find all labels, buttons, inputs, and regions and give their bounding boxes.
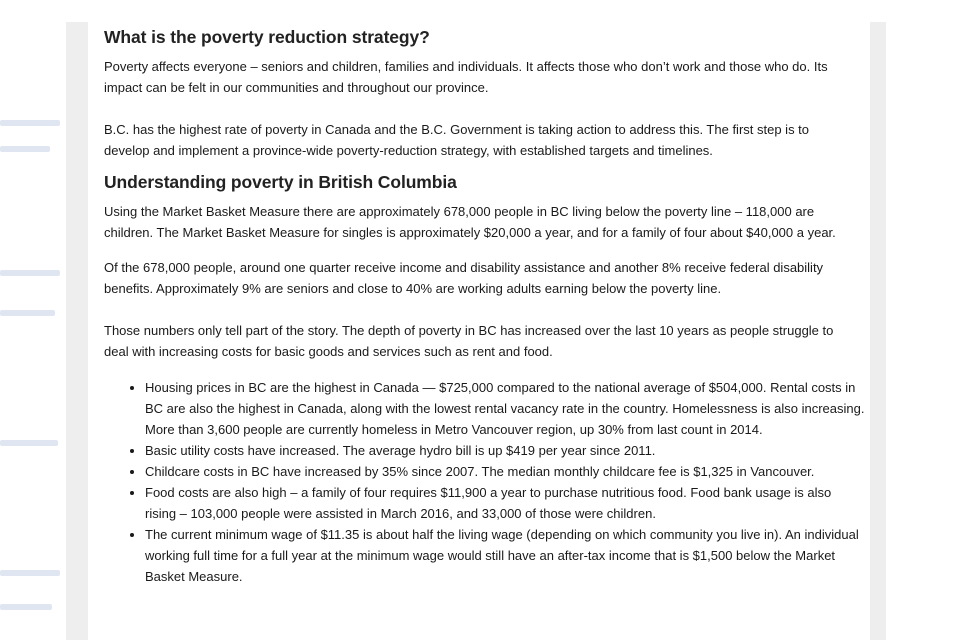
background-ghost-line xyxy=(0,270,60,276)
background-ghost-line xyxy=(0,604,52,610)
bullet-utilities: • Basic utility costs have increased. The average hydro bill is up $419 per year since 2011. xyxy=(145,440,865,461)
article-content xyxy=(88,22,870,640)
section-heading-understanding: Understanding poverty in British Columbia xyxy=(104,172,457,192)
paragraph-assistance: Of the 678,000 people, around one quarter receive income and disability assistance and another 8% receive federal disability benefits. Approximately 9% are seniors and close to 40% are working adults earning below the poverty line. xyxy=(104,260,824,296)
bullet-childcare: • Childcare costs in BC have increased by 35% since 2007. The median monthly childcare fee is $1,325 in Vancouver. xyxy=(145,461,865,482)
background-ghost-line xyxy=(0,120,60,126)
paragraph-market-basket: Using the Market Basket Measure there are approximately 678,000 people in BC living below the poverty line – 118,000 are children. The Market Basket Measure for singles is approximately $20,000 a year, and for a family of four about $40,000 a year. xyxy=(104,204,836,240)
bullet-minimum-wage: • The current minimum wage of $11.35 is about half the living wage (depending on which community you live in). An individual working full time for a full year at the minimum wage would still have an after-tax income that is $1,500 below the Market Basket Measure. xyxy=(145,524,865,587)
section-heading-strategy: What is the poverty reduction strategy? xyxy=(104,27,430,47)
left-gutter xyxy=(66,22,88,640)
background-ghost-line xyxy=(0,310,55,316)
background-ghost-line xyxy=(0,146,50,152)
bullet-housing: • Housing prices in BC are the highest in Canada — $725,000 compared to the national average of $504,000. Rental costs in BC are also the highest in Canada, along with the lowest rental vacancy rate in the country. Homelessness is also increasing. More than 3,600 people are currently homeless in Metro Vancouver region, up 30% from last count in 2014. xyxy=(145,377,865,440)
background-ghost-line xyxy=(0,440,58,446)
right-gutter xyxy=(870,22,886,640)
paragraph-intro: Poverty affects everyone – seniors and children, families and individuals. It affects those who don’t work and those who do. Its impact can be felt in our communities and throughout our province. xyxy=(104,59,828,95)
paragraph-depth: Those numbers only tell part of the story. The depth of poverty in BC has increased over the last 10 years as people struggle to deal with increasing costs for basic goods and services such as rent and food. xyxy=(104,323,834,359)
background-ghost-line xyxy=(0,570,60,576)
cost-bullet-list xyxy=(104,377,865,587)
bullet-food: • Food costs are also high – a family of four requires $11,900 a year to purchase nutritious food. Food bank usage is also rising – 103,000 people were assisted in March 2016, and 33,000 of those were children. xyxy=(145,482,865,524)
paragraph-bc-action: B.C. has the highest rate of poverty in Canada and the B.C. Government is taking action to address this. The first step is to develop and implement a province-wide poverty-reduction strategy, with established targets and timelines. xyxy=(104,122,810,158)
